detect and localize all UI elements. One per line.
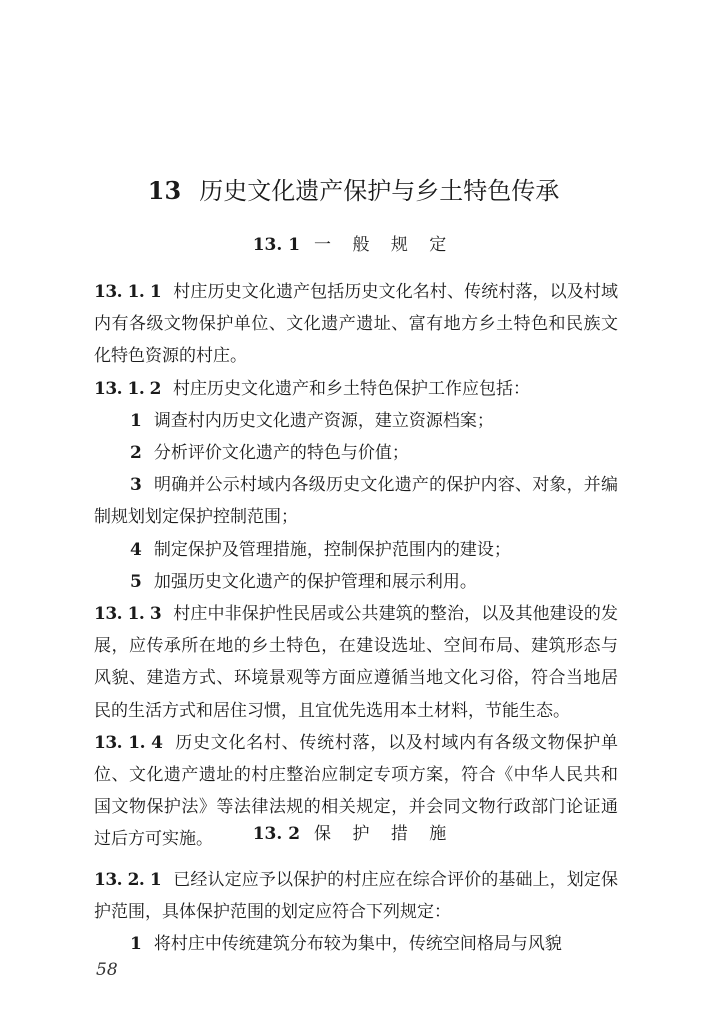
item-text: 调查村内历史文化遗产资源，建立资源档案； bbox=[153, 410, 494, 431]
section-title-13-1 bbox=[0, 233, 707, 257]
section-number: 13. 1 bbox=[252, 235, 301, 255]
item-text: 制定保护及管理措施，控制保护范围内的建设； bbox=[153, 539, 511, 560]
section-body-13-1 bbox=[94, 276, 618, 856]
item-number: 2 bbox=[130, 443, 142, 464]
clause-text: 已经认定应予以保护的村庄应在综合评价的基础上，划定保护范围，具体保护范围的划定应符合下列规定： bbox=[94, 870, 618, 923]
list-item bbox=[94, 534, 618, 566]
clause-13-1-3 bbox=[94, 598, 618, 727]
clause-13-1-1 bbox=[94, 276, 618, 373]
clause-number: 13. 1. 2 bbox=[94, 378, 161, 399]
list-item bbox=[94, 405, 618, 437]
list-item bbox=[94, 928, 618, 960]
item-number: 4 bbox=[130, 539, 142, 560]
clause-number: 13. 1. 4 bbox=[94, 732, 163, 753]
chapter-title-text: 历史文化遗产保护与乡土特色传承 bbox=[199, 177, 560, 205]
chapter-number: 13 bbox=[147, 176, 182, 205]
clause-number: 13. 1. 3 bbox=[94, 604, 162, 625]
section-body-13-2 bbox=[94, 864, 618, 961]
clause-text: 村庄中非保护性民居或公共建筑的整治，以及其他建设的发展，应传承所在地的乡土特色，在建设选址、空间布局、建筑形态与风貌、建造方式、环境景观等方面应遵循当地文化习俗，符合当地居民的生活方式和居住习惯，且宜优先选用本土材料，节能生态。 bbox=[94, 604, 618, 721]
chapter-title bbox=[0, 174, 707, 208]
section-title-text: 保 护 措 施 bbox=[314, 824, 455, 844]
clause-number: 13. 1. 1 bbox=[94, 282, 162, 302]
clause-number: 13. 2. 1 bbox=[94, 870, 162, 890]
section-number: 13. 2 bbox=[252, 824, 301, 844]
list-item bbox=[94, 469, 618, 533]
clause-text: 村庄历史文化遗产包括历史文化名村、传统村落，以及村域内有各级文物保护单位、文化遗产遗址、富有地方乡土特色和民族文化特色资源的村庄。 bbox=[94, 282, 618, 367]
clause-13-1-2 bbox=[94, 373, 618, 405]
clause-text: 历史文化名村、传统村落，以及村域内有各级文物保护单位、文化遗产遗址的村庄整治应制定专项方案，符合《中华人民共和国文物保护法》等法律法规的相关规定，并会同文物行政部门论证通过后方可实施。 bbox=[94, 732, 619, 850]
list-item bbox=[94, 437, 618, 469]
item-text: 加强历史文化遗产的保护管理和展示利用。 bbox=[153, 571, 477, 592]
clause-text: 村庄历史文化遗产和乡土特色保护工作应包括： bbox=[173, 378, 530, 399]
item-number: 1 bbox=[130, 410, 142, 431]
list-item bbox=[94, 566, 618, 598]
item-text: 明确并公示村域内各级历史文化遗产的保护内容、对象，并编制规划划定保护控制范围； bbox=[94, 475, 618, 528]
clause-13-2-1 bbox=[94, 864, 618, 928]
item-text: 分析评价文化遗产的特色与价值； bbox=[153, 443, 409, 464]
section-title-text: 一 般 规 定 bbox=[314, 235, 455, 255]
section-title-13-2 bbox=[0, 822, 707, 846]
item-number: 5 bbox=[130, 571, 142, 592]
item-text: 将村庄中传统建筑分布较为集中，传统空间格局与风貌 bbox=[153, 934, 562, 955]
item-number: 3 bbox=[130, 475, 142, 496]
page-number: 58 bbox=[96, 960, 118, 980]
item-number: 1 bbox=[130, 934, 142, 955]
